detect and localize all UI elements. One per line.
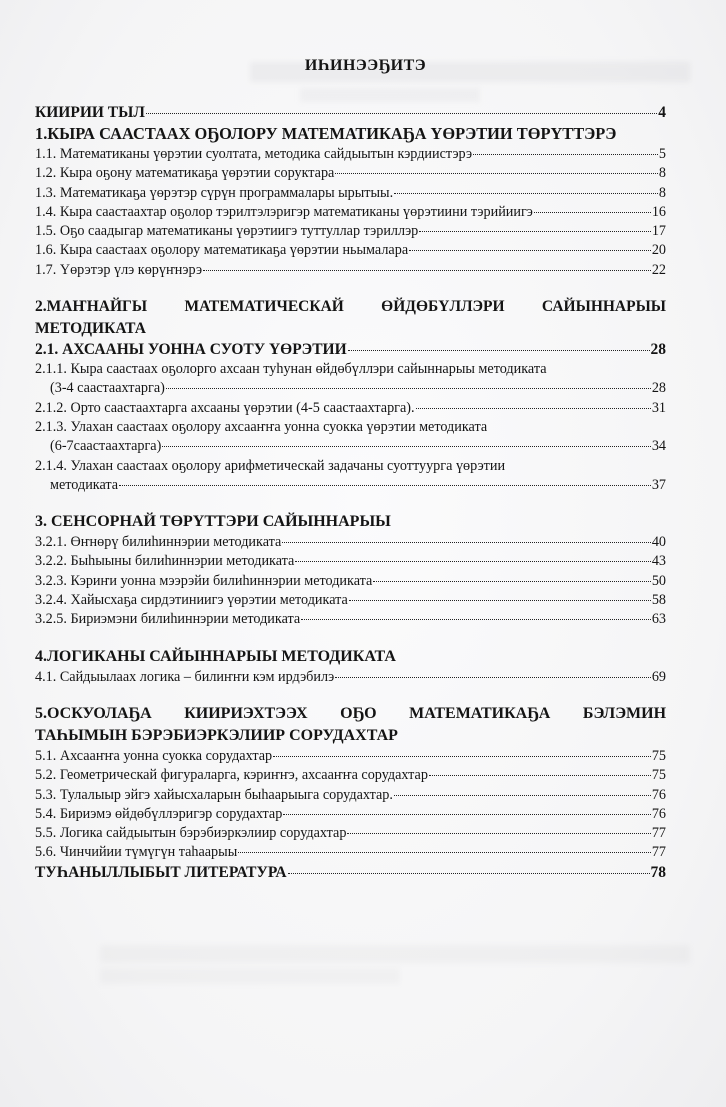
chapter-3-items (35, 533, 666, 629)
toc-entry-label: (3-4 саастаахтарга) (50, 380, 165, 397)
toc-entry-label: 1.4. Кыра саастаахтар оҕолор тэрилтэлэригэр математиканы үөрэтиини тэрийиигэ (35, 203, 533, 220)
toc-entry-label: 5.3. Тулалыыр эйгэ хайысхаларын быһаарыыга сорудахтар. (35, 786, 393, 803)
chapter-4-heading[interactable]: 4.ЛОГИКАНЫ САЙЫННАРЫЫ МЕТОДИКАТА (35, 647, 396, 665)
dot-leader (282, 542, 651, 543)
toc-entry[interactable] (35, 610, 666, 629)
toc-page-number: 58 (651, 592, 666, 609)
toc-page-number: 17 (651, 223, 666, 240)
dot-leader (162, 446, 651, 447)
dot-leader (473, 154, 658, 155)
toc-entry[interactable] (35, 379, 666, 398)
toc-entry-label: 5.4. Бириэмэ өйдөбүллэригэр сорудахтар (35, 805, 283, 822)
page-title: ИҺИНЭЭҔИТЭ (304, 57, 427, 74)
dot-leader (373, 581, 651, 582)
heading-word: МАТЕМАТИКАҔА (409, 704, 551, 722)
toc-entry[interactable] (35, 222, 666, 241)
toc-page-number: 8 (658, 184, 666, 201)
heading-word: 5.ОСКУОЛАҔА (35, 704, 152, 722)
dot-leader (295, 561, 651, 562)
chapter-5-heading-line2: ТАҺЫМЫН БЭРЭБИЭРКЭЛИИР СОРУДАХТАР (35, 726, 398, 744)
toc-entry-label: 1.3. Математикаҕа үөрэтэр сүрүн программалары ырытыы. (35, 184, 394, 201)
dot-leader (301, 619, 651, 620)
toc-entry[interactable] (35, 203, 666, 222)
toc-page-number: 69 (651, 668, 666, 685)
dot-leader (119, 485, 651, 486)
toc-entry[interactable] (35, 591, 666, 610)
heading-word: КИИРИЭХТЭЭХ (184, 704, 308, 722)
dot-leader (335, 173, 658, 174)
toc-entry[interactable] (35, 552, 666, 571)
toc-entry-label: 1.1. Математиканы үөрэтии суолтата, методика сайдыытын кэрдиистэрэ (35, 146, 473, 162)
toc-entry[interactable] (35, 824, 666, 843)
toc-entry-label: 5.1. Ахсааҥҥа уонна суокка сорудахтар (35, 747, 273, 764)
dot-leader (146, 113, 657, 114)
dot-leader (347, 833, 650, 834)
toc-page-number: 37 (651, 476, 666, 493)
toc-page-number: 76 (651, 786, 666, 803)
toc-page-number: 43 (651, 553, 666, 570)
toc-entry-label: 4.1. Сайдыылаах логика – билиҥҥи кэм ирдэбилэ (35, 668, 335, 685)
toc-entry-label: 3.2.3. Кэриҥи уонна мээрэйи билиһиннэрии методиката (35, 572, 373, 589)
heading-word: БЭЛЭМИН (582, 704, 667, 722)
toc-entry-label: 1.7. Үөрэтэр үлэ көрүҥнэрэ (35, 261, 203, 278)
dot-leader (394, 193, 658, 194)
heading-word: 2.МАҤНАЙГЫ (35, 298, 148, 316)
toc-entry-label: 3.2.5. Бириэмэни билиһиннэрии методиката (35, 611, 301, 628)
toc-entry-line1[interactable]: 2.1.1. Кыра саастаах оҕолорго ахсаан туһунан өйдөбүллэри сайыннарыы методиката (35, 361, 547, 378)
toc-entry-label: 5.5. Логика сайдыытын бэрэбиэркэлиир сорудахтар (35, 825, 347, 842)
toc-entry-label: ТУҺАНЫЛЛЫБЫТ ЛИТЕРАТУРА (35, 863, 287, 881)
toc-entry-2-1[interactable] (35, 340, 666, 360)
toc-entry[interactable] (35, 476, 666, 495)
toc-page-number: 8 (658, 165, 666, 182)
toc-entry[interactable] (35, 572, 666, 591)
chapter-1-heading[interactable]: 1.КЫРА СААСТААХ ОҔОЛОРУ МАТЕМАТИКАҔА ҮӨРЭТИИ ТӨРҮТТЭРЭ (35, 124, 617, 143)
toc-entry[interactable] (35, 184, 666, 203)
toc-entry-label: 3.2.1. Өҥнөрү билиһиннэрии методиката (35, 534, 282, 551)
toc-entry[interactable] (35, 437, 666, 456)
toc-page-number: 77 (651, 825, 666, 842)
toc-entry-literature[interactable] (35, 863, 666, 883)
toc-entry[interactable] (35, 261, 666, 280)
chapter-2-items (35, 360, 666, 495)
table-of-contents (35, 55, 666, 883)
toc-page-number: 4 (658, 104, 666, 121)
toc-entry[interactable] (35, 766, 666, 785)
toc-entry-line1[interactable]: 2.1.4. Улахан саастаах оҕолору арифметическай задачаны суоттуурга үөрэтии (35, 457, 506, 474)
toc-page-number: 75 (651, 747, 666, 764)
toc-page-number: 20 (651, 242, 666, 259)
toc-entry-label: 1.2. Кыра оҕону математикаҕа үөрэтии соруктара (35, 165, 335, 182)
toc-entry[interactable] (35, 164, 666, 183)
toc-page-number: 77 (651, 844, 666, 861)
toc-entry[interactable] (35, 843, 666, 862)
toc-entry[interactable] (35, 805, 666, 824)
chapter-5-heading[interactable] (35, 703, 666, 725)
toc-entry-label: 3.2.2. Быһыыны билиһиннэрии методиката (35, 553, 295, 570)
dot-leader (203, 270, 651, 271)
toc-entry-label: 5.6. Чинчийии түмүгүн таһаарыы (35, 844, 238, 861)
dot-leader (409, 250, 651, 251)
toc-entry-label: 1.5. Оҕо саадыгар математиканы үөрэтиигэ туттуллар тэриллэр (35, 223, 419, 240)
dot-leader (394, 795, 651, 796)
heading-word: МАТЕМАТИЧЕСКАЙ (184, 298, 344, 316)
toc-entry-label: методиката (50, 476, 119, 493)
dot-leader (283, 814, 650, 815)
chapter-2-heading-line2: МЕТОДИКАТА (35, 320, 146, 338)
chapter-5-items (35, 747, 666, 863)
toc-page-number: 22 (651, 261, 666, 278)
toc-entry[interactable] (35, 533, 666, 552)
chapter-4-items (35, 668, 666, 687)
dot-leader (335, 677, 651, 678)
toc-entry-label: 2.1.2. Орто саастаахтарга ахсааны үөрэтии (4-5 саастаахтарга). (35, 399, 415, 416)
toc-page-number: 28 (650, 341, 666, 359)
dot-leader (273, 756, 651, 757)
toc-entry[interactable] (35, 241, 666, 260)
dot-leader (416, 408, 651, 409)
toc-page-number: 34 (651, 438, 666, 455)
dot-leader (429, 775, 651, 776)
toc-page-number: 16 (651, 203, 666, 220)
toc-entry-label: КИИРИИ ТЫЛ (35, 104, 145, 121)
toc-page-number: 5 (658, 146, 666, 162)
toc-entry[interactable] (35, 786, 666, 805)
heading-word: САЙЫННАРЫЫ (541, 298, 667, 316)
dot-leader (288, 873, 650, 874)
dot-leader (166, 388, 651, 389)
dot-leader (419, 231, 651, 232)
chapter-2-heading[interactable] (35, 296, 666, 318)
heading-word: ОҔО (340, 704, 377, 722)
toc-entry-label: 1.6. Кыра саастаах оҕолору математикаҕа үөрэтии ньымалара (35, 242, 409, 259)
toc-entry-label: (6-7саастаахтарга) (50, 438, 162, 455)
toc-entry[interactable] (35, 668, 666, 687)
dot-leader (238, 852, 651, 853)
toc-entry[interactable] (35, 399, 666, 418)
toc-page-number: 40 (651, 534, 666, 551)
chapter-1-items (35, 145, 666, 280)
dot-leader (534, 212, 651, 213)
toc-page-number: 50 (651, 572, 666, 589)
toc-entry-line1[interactable]: 2.1.3. Улахан саастаах оҕолору ахсааҥҥа уонна суокка үөрэтии методиката (35, 418, 488, 435)
toc-entry[interactable] (35, 747, 666, 766)
chapter-3-heading[interactable]: 3. СЕНСОРНАЙ ТӨРҮТТЭРИ САЙЫННАРЫЫ (35, 513, 391, 531)
heading-word: ӨЙДӨБҮЛЛЭРИ (381, 298, 505, 316)
toc-entry-label: 2.1. АХСААНЫ УОННА СУОТУ ҮӨРЭТИИ (35, 341, 347, 359)
toc-entry-label: 3.2.4. Хайысхаҕа сирдэтиниигэ үөрэтии методиката (35, 592, 348, 609)
dot-leader (348, 350, 650, 351)
toc-page-number: 63 (651, 611, 666, 628)
toc-entry-label: 5.2. Геометрическай фигураларга, кэриҥҥэ, ахсааҥҥа сорудахтар (35, 767, 428, 784)
toc-entry-intro[interactable] (35, 103, 666, 123)
toc-entry[interactable] (35, 145, 666, 164)
toc-page-number: 75 (651, 767, 666, 784)
dot-leader (349, 600, 651, 601)
toc-page-number: 76 (651, 805, 666, 822)
toc-page-number: 78 (650, 863, 666, 881)
toc-page-number: 31 (651, 399, 666, 416)
toc-page-number: 28 (651, 380, 666, 397)
